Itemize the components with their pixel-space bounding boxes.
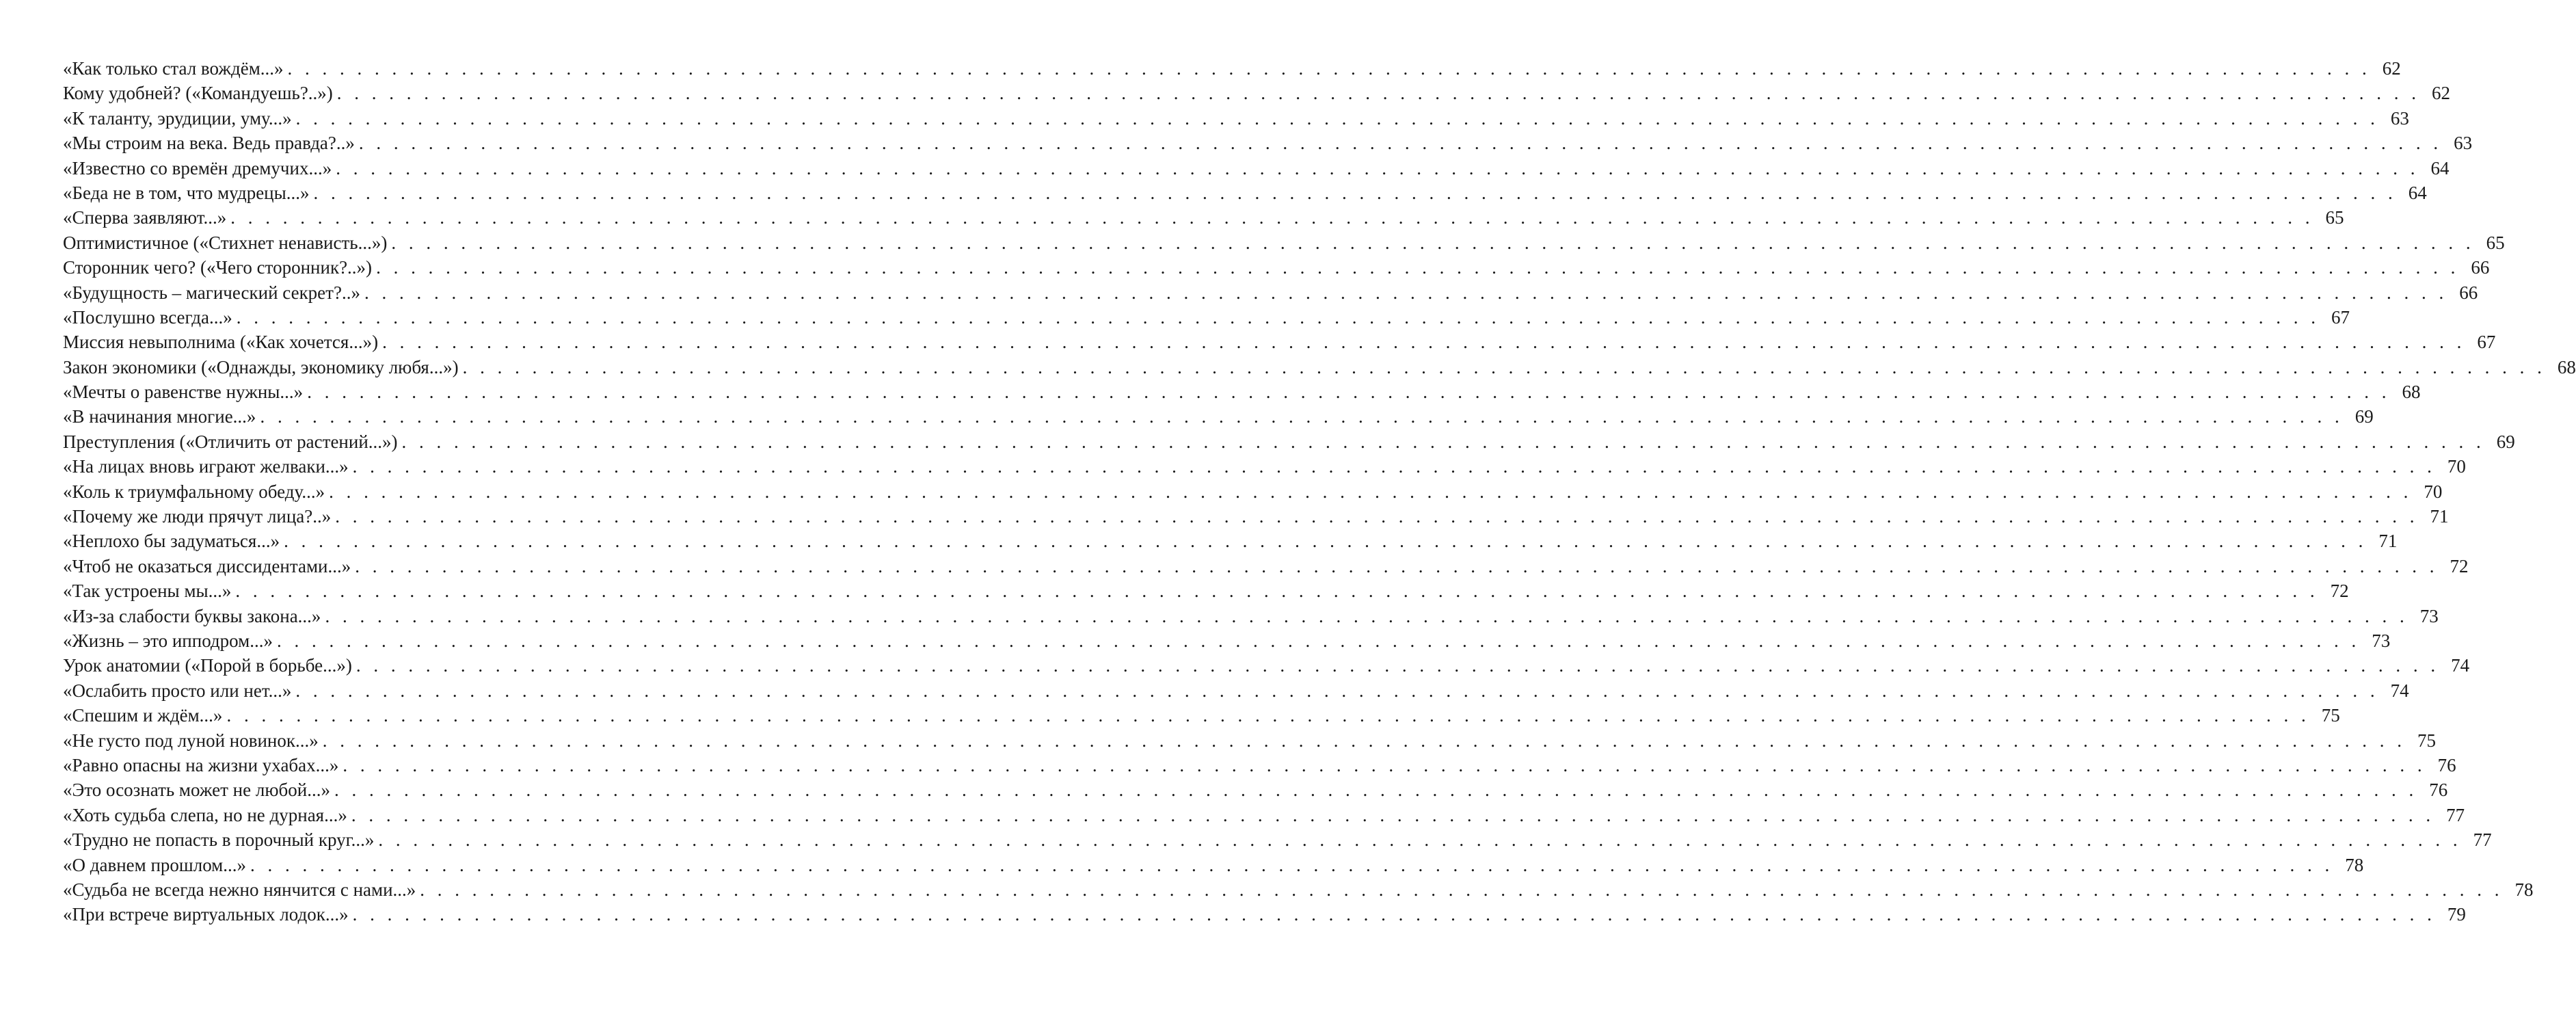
- dot-leader: . . . . . . . . . . . . . . . . . . . . . . . . . . . . . . . . . . . . . . . . . . . . . . . . . . . . . . . . . . . . . . . . . . . . . . . . . . . . . . . . . . . . . . . . . . . . . . . . . . . . . . . . . . . . . . . . . . . . . . . .: [236, 306, 2320, 328]
- toc-entry-title: «На лицах вновь играют желваки...»: [63, 456, 349, 477]
- toc-entry: [63, 280, 2478, 305]
- dot-leader: . . . . . . . . . . . . . . . . . . . . . . . . . . . . . . . . . . . . . . . . . . . . . . . . . . . . . . . . . . . . . . . . . . . . . . . . . . . . . . . . . . . . . . . . . . . . . . . . . . . . . . . . . . . . . . . . . . . . . . . .: [391, 232, 2475, 253]
- toc-entry-page-number: 71: [2430, 506, 2449, 527]
- toc-entry-title: «При встрече виртуальных лодок...»: [63, 904, 349, 925]
- toc-entry-title: «Не густо под луной новинок...»: [63, 730, 319, 751]
- toc-entry-page-number: 68: [2402, 382, 2421, 403]
- dot-leader: . . . . . . . . . . . . . . . . . . . . . . . . . . . . . . . . . . . . . . . . . . . . . . . . . . . . . . . . . . . . . . . . . . . . . . . . . . . . . . . . . . . . . . . . . . . . . . . . . . . . . . . . . . . . . . . . . . . . . . . .: [352, 456, 2436, 477]
- toc-entry: [63, 827, 2492, 852]
- toc-entry: [63, 703, 2340, 728]
- dot-leader: . . . . . . . . . . . . . . . . . . . . . . . . . . . . . . . . . . . . . . . . . . . . . . . . . . . . . . . . . . . . . . . . . . . . . . . . . . . . . . . . . . . . . . . . . . . . . . . . . . . . . . . . . . . . . . . . . . . . . . . .: [420, 879, 2504, 900]
- toc-entry-title: «О давнем прошлом...»: [63, 854, 247, 875]
- toc-entry: [63, 106, 2409, 131]
- toc-entry: [63, 181, 2427, 205]
- toc-entry-title: «Так устроены мы...»: [63, 581, 232, 602]
- toc-entry-page-number: 68: [2557, 356, 2576, 377]
- dot-leader: . . . . . . . . . . . . . . . . . . . . . . . . . . . . . . . . . . . . . . . . . . . . . . . . . . . . . . . . . . . . . . . . . . . . . . . . . . . . . . . . . . . . . . . . . . . . . . . . . . . . . . . . . . . . . . . . . . . . . . . .: [325, 605, 2409, 626]
- toc-entry-page-number: 71: [2378, 531, 2398, 552]
- toc-entry: [63, 404, 2374, 429]
- toc-entry: [63, 429, 2515, 454]
- toc-entry-page-number: 70: [2424, 481, 2443, 502]
- toc-entry-title: «В начинания многие...»: [63, 406, 256, 427]
- toc-entry: [63, 230, 2505, 255]
- toc-entry-title: «Это осознать может не любой...»: [63, 780, 330, 801]
- toc-entry-page-number: 62: [2382, 58, 2401, 79]
- dot-leader: . . . . . . . . . . . . . . . . . . . . . . . . . . . . . . . . . . . . . . . . . . . . . . . . . . . . . . . . . . . . . . . . . . . . . . . . . . . . . . . . . . . . . . . . . . . . . . . . . . . . . . . . . . . . . . . . . . . . . . . .: [336, 157, 2419, 178]
- toc-entry: [63, 479, 2443, 504]
- toc-entry-title: «Послушно всегда...»: [63, 306, 232, 328]
- toc-entry-title: «Чтоб не оказаться диссидентами...»: [63, 555, 351, 576]
- dot-leader: . . . . . . . . . . . . . . . . . . . . . . . . . . . . . . . . . . . . . . . . . . . . . . . . . . . . . . . . . . . . . . . . . . . . . . . . . . . . . . . . . . . . . . . . . . . . . . . . . . . . . . . . . . . . . . . . . . . . . . . .: [276, 630, 2361, 651]
- toc-entry: [63, 753, 2456, 778]
- toc-entry-page-number: 75: [2321, 705, 2340, 726]
- toc-entry-title: «Коль к триумфальному обеду...»: [63, 481, 325, 502]
- dot-leader: . . . . . . . . . . . . . . . . . . . . . . . . . . . . . . . . . . . . . . . . . . . . . . . . . . . . . . . . . . . . . . . . . . . . . . . . . . . . . . . . . . . . . . . . . . . . . . . . . . . . . . . . . . . . . . . . . . . . . . . .: [226, 705, 2310, 726]
- dot-leader: . . . . . . . . . . . . . . . . . . . . . . . . . . . . . . . . . . . . . . . . . . . . . . . . . . . . . . . . . . . . . . . . . . . . . . . . . . . . . . . . . . . . . . . . . . . . . . . . . . . . . . . . . . . . . . . . . . . . . . . .: [462, 356, 2546, 377]
- toc-entry: [63, 554, 2469, 579]
- toc-entry: [63, 803, 2465, 827]
- toc-entry-title: «Равно опасны на жизни ухабах...»: [63, 754, 339, 775]
- toc-entry-page-number: 70: [2447, 456, 2466, 477]
- toc-entry-page-number: 76: [2429, 780, 2448, 801]
- toc-entry-title: Урок анатомии («Порой в борьбе...»): [63, 655, 352, 676]
- toc-entry-title: Сторонник чего? («Чего сторонник?..»): [63, 257, 373, 278]
- toc-entry-title: Оптимистичное («Стихнет ненависть...»): [63, 232, 388, 253]
- toc-entry: [63, 454, 2466, 479]
- toc-entry-title: «Как только стал вождём...»: [63, 58, 284, 79]
- toc-entry-page-number: 72: [2330, 581, 2349, 602]
- toc-entry-title: «Неплохо бы задуматься...»: [63, 531, 280, 552]
- toc-entry-title: «Спешим и ждём...»: [63, 705, 223, 726]
- toc-entry-title: «Мы строим на века. Ведь правда?..»: [63, 133, 355, 154]
- dot-leader: . . . . . . . . . . . . . . . . . . . . . . . . . . . . . . . . . . . . . . . . . . . . . . . . . . . . . . . . . . . . . . . . . . . . . . . . . . . . . . . . . . . . . . . . . . . . . . . . . . . . . . . . . . . . . . . . . . . . . . . .: [322, 730, 2406, 751]
- toc-entry: [63, 355, 2576, 380]
- dot-leader: . . . . . . . . . . . . . . . . . . . . . . . . . . . . . . . . . . . . . . . . . . . . . . . . . . . . . . . . . . . . . . . . . . . . . . . . . . . . . . . . . . . . . . . . . . . . . . . . . . . . . . . . . . . . . . . . . . . . . . . .: [378, 829, 2462, 851]
- toc-entry-page-number: 72: [2450, 555, 2469, 576]
- dot-leader: . . . . . . . . . . . . . . . . . . . . . . . . . . . . . . . . . . . . . . . . . . . . . . . . . . . . . . . . . . . . . . . . . . . . . . . . . . . . . . . . . . . . . . . . . . . . . . . . . . . . . . . . . . . . . . . . . . . . . . . .: [364, 282, 2448, 303]
- toc-entry-title: «Жизнь – это ипподром...»: [63, 630, 273, 651]
- toc-entry-title: «Беда не в том, что мудрецы...»: [63, 182, 310, 203]
- toc-entry: [63, 653, 2470, 678]
- toc-entry-page-number: 73: [2419, 605, 2439, 626]
- dot-leader: . . . . . . . . . . . . . . . . . . . . . . . . . . . . . . . . . . . . . . . . . . . . . . . . . . . . . . . . . . . . . . . . . . . . . . . . . . . . . . . . . . . . . . . . . . . . . . . . . . . . . . . . . . . . . . . . . . . . . . . .: [335, 506, 2419, 527]
- toc-entry: [63, 529, 2398, 553]
- dot-leader: . . . . . . . . . . . . . . . . . . . . . . . . . . . . . . . . . . . . . . . . . . . . . . . . . . . . . . . . . . . . . . . . . . . . . . . . . . . . . . . . . . . . . . . . . . . . . . . . . . . . . . . . . . . . . . . . . . . . . . . .: [358, 133, 2443, 154]
- toc-entry-page-number: 65: [2325, 207, 2344, 228]
- dot-leader: . . . . . . . . . . . . . . . . . . . . . . . . . . . . . . . . . . . . . . . . . . . . . . . . . . . . . . . . . . . . . . . . . . . . . . . . . . . . . . . . . . . . . . . . . . . . . . . . . . . . . . . . . . . . . . . . . . . . . . . .: [376, 257, 2460, 278]
- toc-entry-page-number: 73: [2372, 630, 2391, 651]
- toc-entry-page-number: 67: [2477, 332, 2496, 353]
- dot-leader: . . . . . . . . . . . . . . . . . . . . . . . . . . . . . . . . . . . . . . . . . . . . . . . . . . . . . . . . . . . . . . . . . . . . . . . . . . . . . . . . . . . . . . . . . . . . . . . . . . . . . . . . . . . . . . . . . . . . . . . .: [351, 804, 2435, 825]
- toc-entry-page-number: 64: [2408, 182, 2427, 203]
- dot-leader: . . . . . . . . . . . . . . . . . . . . . . . . . . . . . . . . . . . . . . . . . . . . . . . . . . . . . . . . . . . . . . . . . . . . . . . . . . . . . . . . . . . . . . . . . . . . . . . . . . . . . . . . . . . . . . . . . . . . . . . .: [260, 406, 2344, 427]
- dot-leader: . . . . . . . . . . . . . . . . . . . . . . . . . . . . . . . . . . . . . . . . . . . . . . . . . . . . . . . . . . . . . . . . . . . . . . . . . . . . . . . . . . . . . . . . . . . . . . . . . . . . . . . . . . . . . . . . . . . . . . . .: [401, 431, 2485, 452]
- toc-entry: [63, 305, 2350, 330]
- toc-entry-page-number: 63: [2390, 107, 2409, 129]
- toc-entry: [63, 678, 2409, 703]
- toc-entry-title: Закон экономики («Однажды, экономику любя...»): [63, 356, 459, 377]
- toc-entry: [63, 778, 2448, 802]
- dot-leader: . . . . . . . . . . . . . . . . . . . . . . . . . . . . . . . . . . . . . . . . . . . . . . . . . . . . . . . . . . . . . . . . . . . . . . . . . . . . . . . . . . . . . . . . . . . . . . . . . . . . . . . . . . . . . . . . . . . . . . . .: [250, 854, 2334, 875]
- dot-leader: . . . . . . . . . . . . . . . . . . . . . . . . . . . . . . . . . . . . . . . . . . . . . . . . . . . . . . . . . . . . . . . . . . . . . . . . . . . . . . . . . . . . . . . . . . . . . . . . . . . . . . . . . . . . . . . . . . . . . . . .: [355, 655, 2440, 676]
- toc-entry-page-number: 76: [2437, 754, 2456, 775]
- toc-entry-page-number: 74: [2390, 680, 2409, 701]
- toc-entry-title: «Трудно не попасть в порочный круг...»: [63, 829, 375, 851]
- dot-leader: . . . . . . . . . . . . . . . . . . . . . . . . . . . . . . . . . . . . . . . . . . . . . . . . . . . . . . . . . . . . . . . . . . . . . . . . . . . . . . . . . . . . . . . . . . . . . . . . . . . . . . . . . . . . . . . . . . . . . . . .: [382, 332, 2466, 353]
- toc-entry-title: Преступления («Отличить от растений...»): [63, 431, 398, 452]
- toc-entry: [63, 131, 2473, 155]
- dot-leader: . . . . . . . . . . . . . . . . . . . . . . . . . . . . . . . . . . . . . . . . . . . . . . . . . . . . . . . . . . . . . . . . . . . . . . . . . . . . . . . . . . . . . . . . . . . . . . . . . . . . . . . . . . . . . . . . . . . . . . . .: [287, 58, 2371, 79]
- toc-entry-page-number: 75: [2417, 730, 2436, 751]
- dot-leader: . . . . . . . . . . . . . . . . . . . . . . . . . . . . . . . . . . . . . . . . . . . . . . . . . . . . . . . . . . . . . . . . . . . . . . . . . . . . . . . . . . . . . . . . . . . . . . . . . . . . . . . . . . . . . . . . . . . . . . . .: [355, 555, 2439, 576]
- toc-entry: [63, 56, 2401, 81]
- dot-leader: . . . . . . . . . . . . . . . . . . . . . . . . . . . . . . . . . . . . . . . . . . . . . . . . . . . . . . . . . . . . . . . . . . . . . . . . . . . . . . . . . . . . . . . . . . . . . . . . . . . . . . . . . . . . . . . . . . . . . . . .: [313, 182, 2397, 203]
- toc-entry-page-number: 66: [2459, 282, 2478, 303]
- toc-entry: [63, 728, 2436, 753]
- toc-entry-page-number: 74: [2451, 655, 2470, 676]
- toc-entry-title: «Будущность – магический секрет?..»: [63, 282, 360, 303]
- toc-entry-page-number: 62: [2432, 83, 2451, 104]
- toc-entry-title: «Мечты о равенстве нужны...»: [63, 382, 304, 403]
- toc-entry: [63, 604, 2439, 628]
- toc-entry-page-number: 78: [2514, 879, 2534, 900]
- toc-entry-title: «Хоть судьба слепа, но не дурная...»: [63, 804, 347, 825]
- toc-entry-page-number: 69: [2496, 431, 2515, 452]
- dot-leader: . . . . . . . . . . . . . . . . . . . . . . . . . . . . . . . . . . . . . . . . . . . . . . . . . . . . . . . . . . . . . . . . . . . . . . . . . . . . . . . . . . . . . . . . . . . . . . . . . . . . . . . . . . . . . . . . . . . . . . . .: [230, 207, 2314, 228]
- toc-entry: [63, 205, 2344, 230]
- toc-entry-page-number: 69: [2354, 406, 2374, 427]
- dot-leader: . . . . . . . . . . . . . . . . . . . . . . . . . . . . . . . . . . . . . . . . . . . . . . . . . . . . . . . . . . . . . . . . . . . . . . . . . . . . . . . . . . . . . . . . . . . . . . . . . . . . . . . . . . . . . . . . . . . . . . . .: [352, 904, 2436, 925]
- toc-entry: [63, 579, 2349, 603]
- dot-leader: . . . . . . . . . . . . . . . . . . . . . . . . . . . . . . . . . . . . . . . . . . . . . . . . . . . . . . . . . . . . . . . . . . . . . . . . . . . . . . . . . . . . . . . . . . . . . . . . . . . . . . . . . . . . . . . . . . . . . . . .: [343, 754, 2426, 775]
- toc-entry-page-number: 77: [2473, 829, 2492, 851]
- dot-leader: . . . . . . . . . . . . . . . . . . . . . . . . . . . . . . . . . . . . . . . . . . . . . . . . . . . . . . . . . . . . . . . . . . . . . . . . . . . . . . . . . . . . . . . . . . . . . . . . . . . . . . . . . . . . . . . . . . . . . . . .: [329, 481, 2413, 502]
- toc-entry-page-number: 63: [2454, 133, 2473, 154]
- toc-entry-page-number: 65: [2486, 232, 2505, 253]
- toc-entry: [63, 902, 2466, 927]
- toc-entry: [63, 156, 2450, 181]
- toc-entry-title: Кому удобней? («Командуешь?..»): [63, 83, 333, 104]
- dot-leader: . . . . . . . . . . . . . . . . . . . . . . . . . . . . . . . . . . . . . . . . . . . . . . . . . . . . . . . . . . . . . . . . . . . . . . . . . . . . . . . . . . . . . . . . . . . . . . . . . . . . . . . . . . . . . . . . . . . . . . . .: [295, 107, 2379, 129]
- toc-entry-page-number: 77: [2446, 804, 2465, 825]
- dot-leader: . . . . . . . . . . . . . . . . . . . . . . . . . . . . . . . . . . . . . . . . . . . . . . . . . . . . . . . . . . . . . . . . . . . . . . . . . . . . . . . . . . . . . . . . . . . . . . . . . . . . . . . . . . . . . . . . . . . . . . . .: [295, 680, 2379, 701]
- dot-leader: . . . . . . . . . . . . . . . . . . . . . . . . . . . . . . . . . . . . . . . . . . . . . . . . . . . . . . . . . . . . . . . . . . . . . . . . . . . . . . . . . . . . . . . . . . . . . . . . . . . . . . . . . . . . . . . . . . . . . . . .: [284, 531, 2367, 552]
- toc-entry: [63, 330, 2496, 354]
- toc-entry-title: «К таланту, эрудиции, уму...»: [63, 107, 292, 129]
- toc-entry: [63, 81, 2451, 105]
- toc-entry: [63, 504, 2449, 529]
- toc-entry: [63, 255, 2490, 280]
- toc-entry: [63, 853, 2364, 877]
- toc-entry-title: «Ослабить просто или нет...»: [63, 680, 292, 701]
- toc-entry-title: «Почему же люди прячут лица?..»: [63, 506, 332, 527]
- toc-entry-title: «Известно со времён дремучих...»: [63, 157, 332, 178]
- toc-entry-page-number: 78: [2345, 854, 2364, 875]
- toc-entry: [63, 628, 2391, 653]
- toc-entry: [63, 877, 2534, 902]
- toc-entry-page-number: 64: [2430, 157, 2450, 178]
- toc-entry-page-number: 66: [2471, 257, 2490, 278]
- toc-entry-page-number: 79: [2447, 904, 2466, 925]
- toc-entry: [63, 380, 2421, 404]
- dot-leader: . . . . . . . . . . . . . . . . . . . . . . . . . . . . . . . . . . . . . . . . . . . . . . . . . . . . . . . . . . . . . . . . . . . . . . . . . . . . . . . . . . . . . . . . . . . . . . . . . . . . . . . . . . . . . . . . . . . . . . . .: [307, 382, 2391, 403]
- toc-entry-page-number: 67: [2331, 306, 2350, 328]
- toc-entry-title: «Сперва заявляют...»: [63, 207, 227, 228]
- toc-entry-title: «Из-за слабости буквы закона...»: [63, 605, 321, 626]
- dot-leader: . . . . . . . . . . . . . . . . . . . . . . . . . . . . . . . . . . . . . . . . . . . . . . . . . . . . . . . . . . . . . . . . . . . . . . . . . . . . . . . . . . . . . . . . . . . . . . . . . . . . . . . . . . . . . . . . . . . . . . . .: [235, 581, 2319, 602]
- dot-leader: . . . . . . . . . . . . . . . . . . . . . . . . . . . . . . . . . . . . . . . . . . . . . . . . . . . . . . . . . . . . . . . . . . . . . . . . . . . . . . . . . . . . . . . . . . . . . . . . . . . . . . . . . . . . . . . . . . . . . . . .: [334, 780, 2418, 801]
- table-of-contents: [63, 56, 2576, 927]
- toc-entry-title: Миссия невыполнима («Как хочется...»): [63, 332, 379, 353]
- dot-leader: . . . . . . . . . . . . . . . . . . . . . . . . . . . . . . . . . . . . . . . . . . . . . . . . . . . . . . . . . . . . . . . . . . . . . . . . . . . . . . . . . . . . . . . . . . . . . . . . . . . . . . . . . . . . . . . . . . . . . . . .: [336, 83, 2421, 104]
- toc-entry-title: «Судьба не всегда нежно нянчится с нами...»: [63, 879, 416, 900]
